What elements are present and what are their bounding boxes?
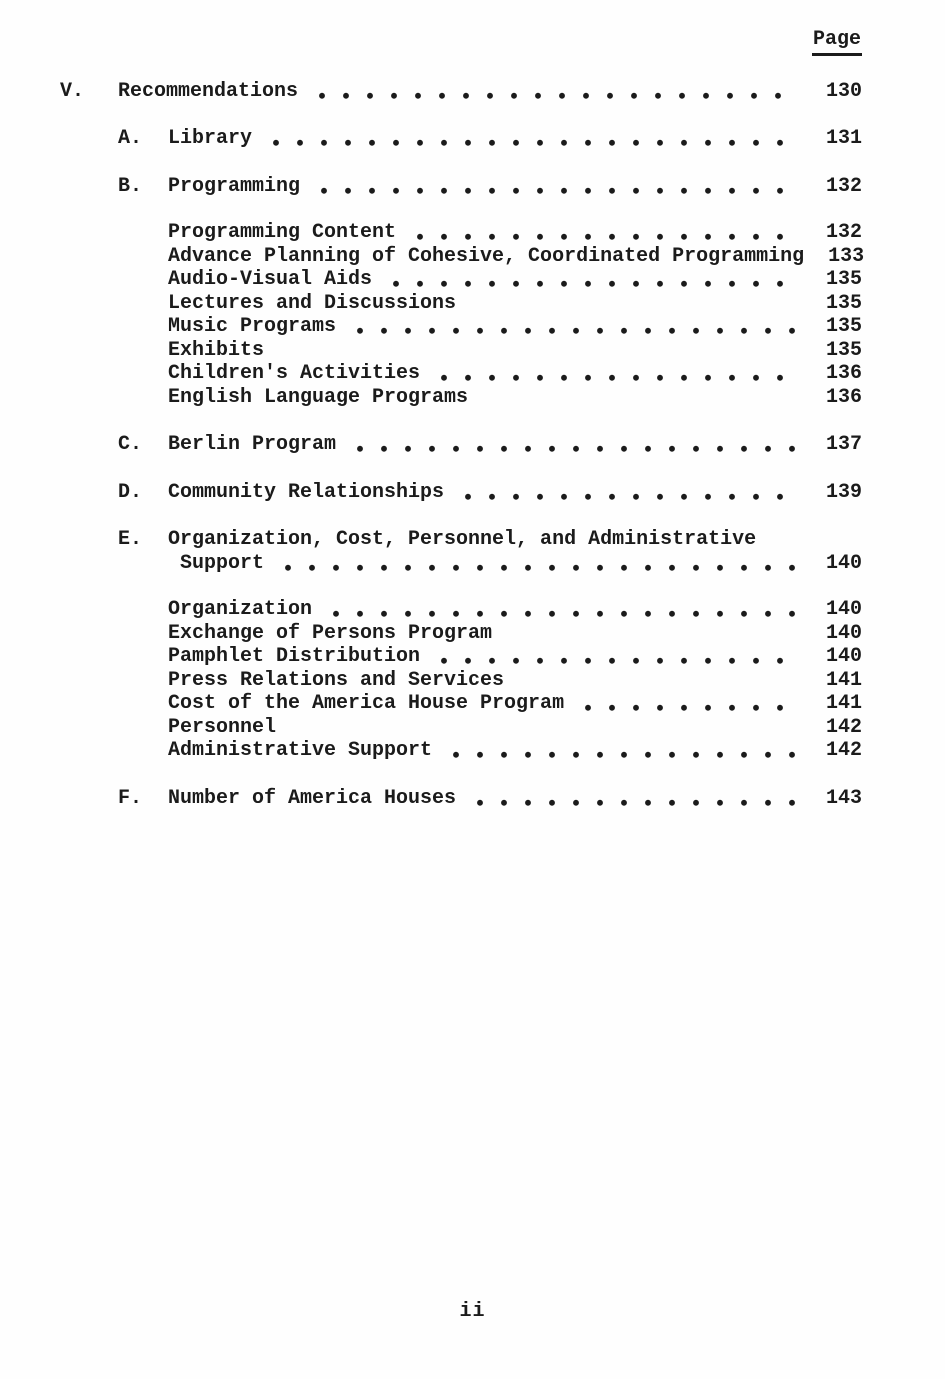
page-number: 130 — [825, 79, 862, 103]
page-number: 135 — [825, 291, 862, 315]
item-title: Personnel — [168, 715, 277, 739]
toc-row — [118, 433, 862, 457]
item-title: Exchange of Persons Program — [168, 621, 493, 645]
section-numeral: V. — [60, 79, 85, 103]
toc-row — [168, 739, 862, 763]
toc-row — [168, 268, 862, 292]
page-number: 141 — [825, 668, 862, 692]
page-number: 135 — [825, 315, 862, 338]
item-letter: F. — [118, 786, 143, 810]
toc-row — [180, 552, 862, 576]
toc-row — [168, 362, 862, 386]
dot-leader — [430, 645, 798, 669]
page-number: 140 — [825, 551, 862, 575]
dot-leader — [466, 787, 798, 811]
item-title: Children's Activities — [168, 362, 421, 385]
item-title: Support — [180, 551, 265, 575]
page-number: 133 — [828, 244, 865, 268]
toc-row — [168, 292, 862, 316]
item-title: Audio-Visual Aids — [168, 268, 373, 291]
item-title: Recommendations — [118, 79, 299, 103]
toc-row — [168, 598, 862, 622]
toc-row — [168, 339, 862, 363]
toc-row — [168, 669, 862, 693]
toc-row — [168, 221, 862, 245]
page-number: 140 — [825, 598, 862, 621]
item-letter: A. — [118, 127, 143, 150]
item-title: Library — [168, 127, 253, 150]
page-number: 132 — [825, 174, 862, 198]
item-title: Berlin Program — [168, 433, 337, 456]
item-title: Music Programs — [168, 315, 337, 338]
dot-leader — [346, 433, 798, 457]
page-number: 140 — [825, 621, 862, 645]
item-title: Organization, Cost, Personnel, and Administrative — [168, 528, 757, 551]
item-title: Community Relationships — [168, 480, 445, 504]
page-number: 135 — [825, 338, 862, 362]
dot-leader — [308, 80, 798, 104]
item-title: Programming Content — [168, 221, 397, 244]
toc-row — [168, 692, 862, 716]
toc-row — [118, 481, 862, 505]
item-title: Organization — [168, 598, 313, 621]
folio-page-number: ii — [459, 1300, 486, 1323]
dot-leader — [382, 268, 798, 292]
item-title: Pamphlet Distribution — [168, 645, 421, 668]
dot-leader — [346, 315, 798, 339]
page-number: 136 — [825, 362, 862, 385]
item-title: Administrative Support — [168, 739, 433, 762]
dot-leader — [262, 127, 798, 151]
toc-row — [118, 787, 862, 811]
dot-leader — [430, 362, 798, 386]
toc-row — [168, 386, 862, 410]
toc-row — [168, 244, 865, 269]
item-title: Advance Planning of Cohesive, Coordinated Programming — [168, 244, 805, 268]
item-title: Number of America Houses — [168, 786, 457, 810]
page-number: 143 — [825, 786, 862, 810]
page-number: 142 — [825, 715, 862, 739]
item-title: Press Relations and Services — [168, 668, 505, 692]
item-title: English Language Programs — [168, 385, 469, 409]
dot-leader — [322, 598, 798, 622]
toc-row — [168, 315, 862, 339]
item-letter: D. — [118, 480, 143, 504]
dot-leader — [274, 552, 798, 576]
page-number: 141 — [825, 692, 862, 715]
dot-leader — [406, 221, 798, 245]
toc-row — [60, 80, 862, 104]
toc-row — [168, 716, 862, 740]
item-letter: E. — [118, 528, 143, 551]
page-column-header — [60, 28, 862, 56]
page-number: 139 — [825, 480, 862, 504]
page-number: 135 — [825, 268, 862, 291]
table-of-contents — [60, 28, 865, 810]
page-number: 140 — [825, 645, 862, 668]
item-letter: C. — [118, 433, 143, 456]
toc-list — [60, 79, 865, 811]
page-number: 137 — [825, 433, 862, 456]
page-number: 136 — [825, 385, 862, 409]
item-title: Lectures and Discussions — [168, 291, 457, 315]
toc-row — [168, 622, 862, 646]
page-number: 131 — [825, 127, 862, 150]
page-column-label: Page — [812, 28, 862, 56]
item-title: Programming — [168, 174, 301, 198]
page-number: 142 — [825, 739, 862, 762]
dot-leader — [574, 692, 798, 716]
dot-leader — [310, 175, 798, 199]
dot-leader — [454, 481, 798, 505]
toc-row — [168, 645, 862, 669]
dot-leader — [442, 739, 798, 763]
item-letter: B. — [118, 174, 143, 198]
toc-row — [118, 127, 862, 151]
toc-row — [118, 528, 862, 552]
page-number: 132 — [825, 221, 862, 244]
item-title: Exhibits — [168, 338, 265, 362]
toc-row — [118, 175, 862, 199]
item-title: Cost of the America House Program — [168, 692, 565, 715]
